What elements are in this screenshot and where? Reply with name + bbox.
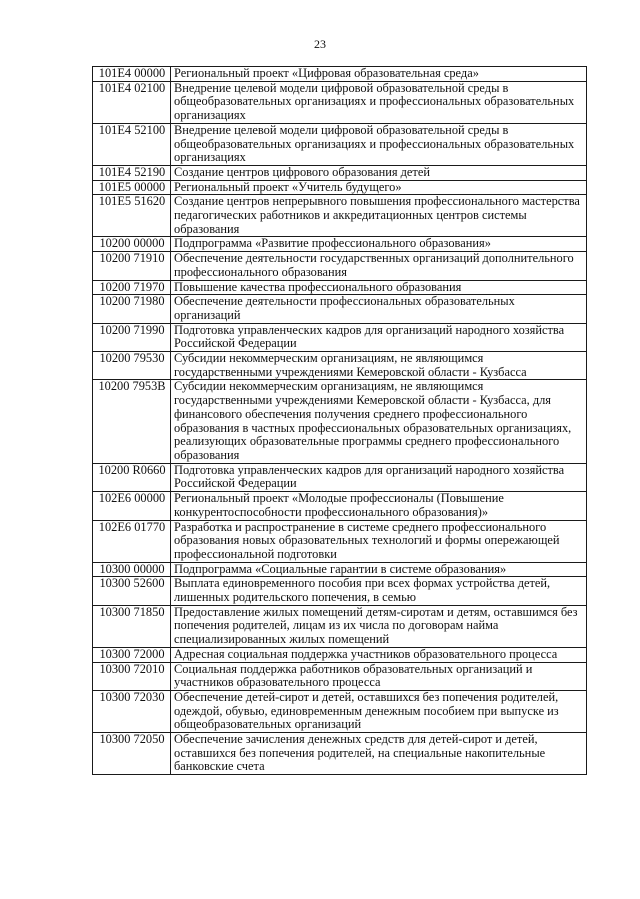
table-row (93, 647, 587, 662)
description-cell: Подготовка управленческих кадров для организаций народного хозяйства Российской Федерации (171, 323, 587, 351)
code-cell: 10300 72000 (93, 647, 171, 662)
code-cell: 10300 72030 (93, 690, 171, 732)
budget-code-table (92, 66, 587, 775)
description-cell: Предоставление жилых помещений детям-сиротам и детям, оставшимся без попечения родителей, лицам из их числа по договорам найма специализированных жилых помещений (171, 605, 587, 647)
table-row (93, 237, 587, 252)
code-cell: 101E4 52190 (93, 165, 171, 180)
table-row (93, 81, 587, 123)
table-row (93, 662, 587, 690)
table-row (93, 67, 587, 82)
page-number: 23 (314, 37, 326, 51)
table-row (93, 690, 587, 732)
code-cell: 10200 71980 (93, 295, 171, 323)
code-cell: 10300 52600 (93, 577, 171, 605)
table-row (93, 733, 587, 775)
table-row (93, 577, 587, 605)
description-cell: Разработка и распространение в системе среднего профессионального образования новых образовательных технологий и формы опережающей профессиональной подготовки (171, 520, 587, 562)
table-row (93, 165, 587, 180)
table-row (93, 492, 587, 520)
code-cell: 10200 00000 (93, 237, 171, 252)
table-row (93, 280, 587, 295)
description-cell: Социальная поддержка работников образовательных организаций и участников образовательного процесса (171, 662, 587, 690)
description-cell: Обеспечение зачисления денежных средств для детей-сирот и детей, оставшихся без попечения родителей, на специальные накопительные банковские счета (171, 733, 587, 775)
code-cell: 10200 71910 (93, 252, 171, 280)
table-row (93, 605, 587, 647)
description-cell: Региональный проект «Молодые профессионалы (Повышение конкурентоспособности профессионального образования)» (171, 492, 587, 520)
description-cell: Региональный проект «Учитель будущего» (171, 180, 587, 195)
description-cell: Обеспечение детей-сирот и детей, оставшихся без попечения родителей, одеждой, обувью, единовременным денежным пособием при выпуске из общеобразовательных организаций (171, 690, 587, 732)
code-cell: 10200 79530 (93, 352, 171, 380)
description-cell: Обеспечение деятельности профессиональных образовательных организаций (171, 295, 587, 323)
code-cell: 101E5 51620 (93, 195, 171, 237)
description-cell: Выплата единовременного пособия при всех формах устройства детей, лишенных родительского попечения, в семью (171, 577, 587, 605)
description-cell: Региональный проект «Цифровая образовательная среда» (171, 67, 587, 82)
code-cell: 10300 72050 (93, 733, 171, 775)
table-row (93, 520, 587, 562)
code-cell: 10200 7953В (93, 380, 171, 463)
code-cell: 102E6 00000 (93, 492, 171, 520)
table-row (93, 295, 587, 323)
table-row (93, 180, 587, 195)
code-cell: 10300 71850 (93, 605, 171, 647)
description-cell: Обеспечение деятельности государственных организаций дополнительного профессионального образования (171, 252, 587, 280)
code-cell: 10200 71970 (93, 280, 171, 295)
code-cell: 10200 R0660 (93, 463, 171, 491)
code-cell: 10300 00000 (93, 562, 171, 577)
description-cell: Повышение качества профессионального образования (171, 280, 587, 295)
table-row (93, 380, 587, 463)
table-row (93, 463, 587, 491)
table-row (93, 252, 587, 280)
description-cell: Подпрограмма «Социальные гарантии в системе образования» (171, 562, 587, 577)
table-row (93, 123, 587, 165)
code-cell: 101E4 02100 (93, 81, 171, 123)
budget-code-table-body (93, 67, 587, 775)
description-cell: Субсидии некоммерческим организациям, не являющимся государственными учреждениями Кемеровской области - Кузбасса (171, 352, 587, 380)
description-cell: Подготовка управленческих кадров для организаций народного хозяйства Российской Федерации (171, 463, 587, 491)
description-cell: Создание центров цифрового образования детей (171, 165, 587, 180)
description-cell: Подпрограмма «Развитие профессионального образования» (171, 237, 587, 252)
code-cell: 101E4 52100 (93, 123, 171, 165)
table-row (93, 562, 587, 577)
description-cell: Субсидии некоммерческим организациям, не являющимся государственными учреждениями Кемеровской области - Кузбасса, для финансового обеспечения получения среднего профессионального образования в частных профессиональных образовательных организациях, реализующих образовательные программы среднего профессионального образования (171, 380, 587, 463)
code-cell: 10300 72010 (93, 662, 171, 690)
code-cell: 102E6 01770 (93, 520, 171, 562)
description-cell: Внедрение целевой модели цифровой образовательной среды в общеобразовательных организациях и профессиональных образовательных организациях (171, 123, 587, 165)
table-row (93, 323, 587, 351)
code-cell: 101E5 00000 (93, 180, 171, 195)
description-cell: Адресная социальная поддержка участников образовательного процесса (171, 647, 587, 662)
code-cell: 101E4 00000 (93, 67, 171, 82)
table-row (93, 195, 587, 237)
table-row (93, 352, 587, 380)
description-cell: Создание центров непрерывного повышения профессионального мастерства педагогических работников и аккредитационных центров системы образования (171, 195, 587, 237)
code-cell: 10200 71990 (93, 323, 171, 351)
description-cell: Внедрение целевой модели цифровой образовательной среды в общеобразовательных организациях и профессиональных образовательных организациях (171, 81, 587, 123)
